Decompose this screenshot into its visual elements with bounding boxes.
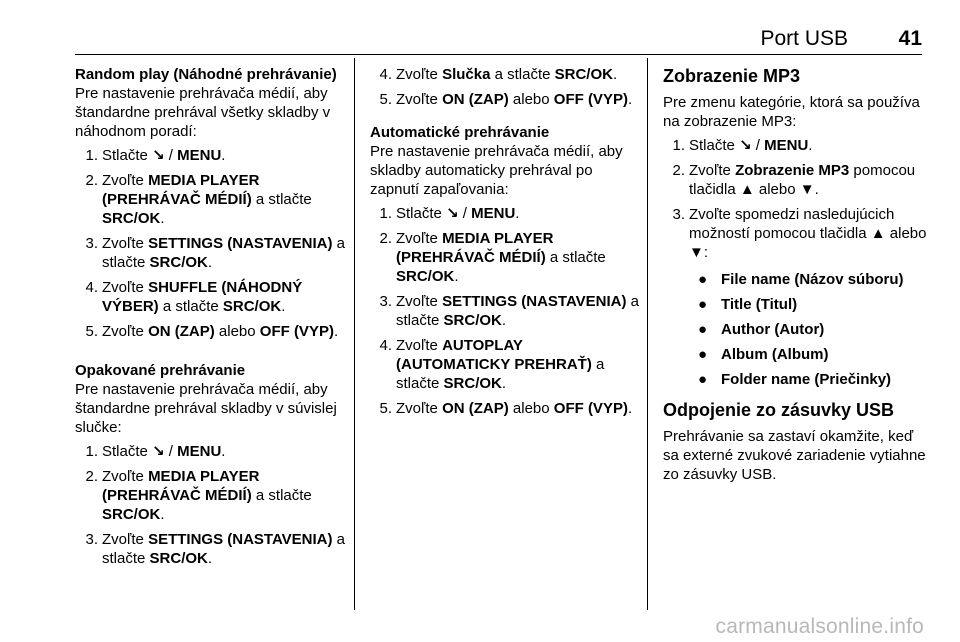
- column-2: [370, 65, 640, 424]
- steps-list: [370, 204, 640, 418]
- list-item: 2. Zvoľte MEDIA PLAYER (PREHRÁVAČ MÉDIÍ) a stlačte SRC/OK.: [379, 230, 606, 285]
- section-intro: Pre nastavenie prehrávača médií, aby štandardne prehrával skladby v súvislej slučke:: [75, 381, 337, 436]
- up-arrow-icon: ▲: [739, 181, 755, 198]
- list-item: 4. Zvoľte SHUFFLE (NÁHODNÝ VÝBER) a stlačte SRC/OK.: [85, 279, 303, 315]
- bullet-icon: ●: [697, 296, 707, 313]
- menu-arrow-icon: ↘: [152, 443, 165, 460]
- steps-list: [370, 65, 640, 109]
- list-item: 4. Zvoľte AUTOPLAY (AUTOMATICKY PREHRAŤ) a stlačte SRC/OK.: [379, 337, 605, 392]
- column-divider-2: [647, 58, 648, 610]
- options-list: [663, 270, 933, 389]
- list-item: 2. Zvoľte MEDIA PLAYER (PREHRÁVAČ MÉDIÍ) a stlačte SRC/OK.: [85, 468, 312, 523]
- page-number: 41: [898, 27, 922, 50]
- list-item: 1. Stlačte ↘ / MENU.: [672, 137, 813, 154]
- down-arrow-icon: ▼: [799, 181, 815, 198]
- list-item: ● Album (Album): [663, 345, 933, 364]
- page-header: [0, 26, 960, 52]
- page-title: Port USB: [760, 27, 848, 50]
- steps-list: [75, 442, 347, 568]
- bullet-icon: ●: [697, 271, 707, 288]
- list-item: 5. Zvoľte ON (ZAP) alebo OFF (VYP).: [85, 323, 339, 340]
- list-item: 3. Zvoľte SETTINGS (NASTAVENIA) a stlačte SRC/OK.: [85, 531, 346, 567]
- menu-arrow-icon: ↘: [152, 147, 165, 164]
- menu-arrow-icon: ↘: [446, 205, 459, 222]
- section-title-random-play: Random play (Náhodné prehrávanie): [75, 66, 337, 83]
- section-title-repeat: Opakované prehrávanie: [75, 362, 246, 379]
- list-item: 3. Zvoľte SETTINGS (NASTAVENIA) a stlačte SRC/OK.: [85, 235, 346, 271]
- section-intro: Pre zmenu kategórie, ktorá sa používa na zobrazenie MP3:: [663, 94, 920, 130]
- steps-list: [663, 136, 933, 262]
- section-intro: Pre nastavenie prehrávača médií, aby štandardne prehrával všetky skladby v náhodnom poradí:: [75, 85, 331, 140]
- list-item: ● File name (Názov súboru): [663, 270, 933, 289]
- list-item: 3. Zvoľte SETTINGS (NASTAVENIA) a stlačte SRC/OK.: [379, 293, 640, 329]
- list-item: ● Title (Titul): [663, 295, 933, 314]
- column-3: [663, 65, 933, 484]
- section-title-autoplay: Automatické prehrávanie: [370, 124, 550, 141]
- column-divider-1: [354, 58, 355, 610]
- list-item: 1. Stlačte ↘ / MENU.: [85, 443, 226, 460]
- list-item: 1. Stlačte ↘ / MENU.: [85, 147, 226, 164]
- bullet-icon: ●: [697, 371, 707, 388]
- list-item: 5. Zvoľte ON (ZAP) alebo OFF (VYP).: [379, 91, 633, 108]
- list-item: 3. Zvoľte spomedzi nasledujúcich možností pomocou tlačidla ▲ alebo ▼:: [672, 206, 927, 261]
- menu-arrow-icon: ↘: [739, 137, 752, 154]
- list-item: 4. Zvoľte Slučka a stlačte SRC/OK.: [379, 66, 618, 83]
- steps-list: [75, 146, 347, 341]
- list-item: ● Author (Autor): [663, 320, 933, 339]
- column-1: [75, 65, 347, 574]
- list-item: ● Folder name (Priečinky): [663, 370, 933, 389]
- bullet-icon: ●: [697, 321, 707, 338]
- section-text: Prehrávanie sa zastaví okamžite, keď sa externé zvukové zariadenie vytiahne zo zásuvky USB.: [663, 428, 926, 483]
- section-title-mp3: Zobrazenie MP3: [663, 66, 801, 86]
- down-arrow-icon: ▼: [689, 244, 704, 261]
- section-title-disconnect: Odpojenie zo zásuvky USB: [663, 400, 895, 420]
- section-intro: Pre nastavenie prehrávača médií, aby skladby automaticky prehrával po zapnutí zapaľovania:: [370, 143, 623, 198]
- header-rule: [75, 54, 922, 55]
- watermark: carmanualsonline.info: [715, 615, 924, 638]
- up-arrow-icon: ▲: [870, 225, 886, 242]
- list-item: 2. Zvoľte MEDIA PLAYER (PREHRÁVAČ MÉDIÍ) a stlačte SRC/OK.: [85, 172, 312, 227]
- list-item: 5. Zvoľte ON (ZAP) alebo OFF (VYP).: [379, 400, 633, 417]
- list-item: 2. Zvoľte Zobrazenie MP3 pomocou tlačidla ▲ alebo ▼.: [672, 162, 916, 198]
- bullet-icon: ●: [697, 346, 707, 363]
- list-item: 1. Stlačte ↘ / MENU.: [379, 205, 520, 222]
